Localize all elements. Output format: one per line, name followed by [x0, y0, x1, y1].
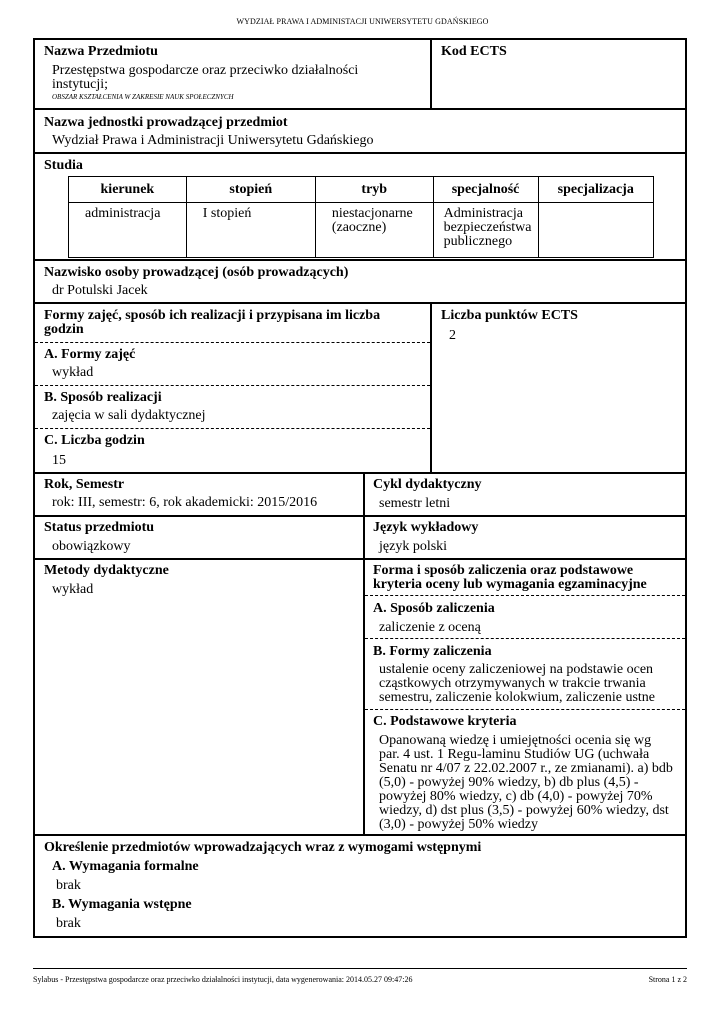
language-value: język polski — [379, 539, 448, 554]
course-name-value: Przestępstwa gospodarcze oraz przeciwko działalności — [52, 63, 359, 78]
status-value: obowiązkowy — [52, 539, 131, 554]
column-header: specjalizacja — [538, 177, 654, 203]
assessment-c-line: powyżej 80% wiedzy, c) db (4,0) - powyżej 70% — [379, 789, 653, 804]
assessment-b-line: cząstkowych otrzymywanych w trakcie trwania — [379, 676, 646, 691]
assessment-c-line: Opanowaną wiedzę i umiejętności ocenia się wg — [379, 733, 652, 748]
ects-points-value: 2 — [449, 328, 456, 343]
course-name-label: Nazwa Przedmiotu — [44, 44, 158, 59]
footer-text: Sylabus - Przestępstwa gospodarcze oraz przeciwko działalności instytucji, data wygenerowania: 2014.05.27 09:47:26 — [33, 975, 413, 984]
status-label: Status przedmiotu — [44, 520, 155, 535]
cell-line: bezpieczeństwa — [443, 220, 532, 235]
column-header: specjalność — [433, 177, 538, 203]
lecturer-value: dr Potulski Jacek — [52, 283, 148, 298]
assessment-a-value: zaliczenie z oceną — [379, 620, 481, 635]
lecturer-label: Nazwisko osoby prowadzącej (osób prowadzących) — [44, 265, 349, 280]
dashed-divider — [365, 709, 685, 710]
cell-kierunek: administracja — [69, 203, 187, 258]
assessment-c-line: par. 4 ust. 1 Regu-laminu Studiów UG (uchwała — [379, 747, 650, 762]
divider — [33, 302, 687, 304]
cell-stopien: I stopień — [186, 203, 315, 258]
unit-label: Nazwa jednostki prowadzącej przedmiot — [44, 115, 288, 130]
page-number: Strona 1 z 2 — [648, 975, 687, 984]
class-forms-label-cont: godzin — [44, 322, 84, 337]
prereq-a-value: brak — [56, 878, 81, 893]
studies-table — [68, 176, 654, 258]
assessment-c-line: (5,0) - powyżej 90% wiedzy, b) db plus (4,5) - — [379, 775, 639, 790]
divider — [33, 259, 687, 261]
divider — [430, 302, 432, 474]
course-area-note: OBSZAR KSZTAŁCENIA W ZAKRESIE NAUK SPOŁECZNYCH — [52, 93, 234, 101]
dashed-divider — [365, 595, 685, 596]
column-header: tryb — [315, 177, 433, 203]
divider — [363, 472, 365, 836]
assessment-b-line: semestru, zaliczenie kolokwium, zaliczenie ustne — [379, 690, 656, 705]
cell-line: Administracja — [443, 206, 523, 221]
dashed-divider — [35, 428, 430, 429]
document-header: WYDZIAŁ PRAWA I ADMINISTACJI UNIWERSYTETU GDAŃSKIEGO — [236, 17, 489, 26]
column-header: kierunek — [69, 177, 187, 203]
studies-label: Studia — [44, 158, 83, 173]
class-forms-label: Formy zajęć, sposób ich realizacji i przypisana im liczba — [44, 308, 381, 323]
forms-c-value: 15 — [52, 453, 66, 468]
forms-a-label: A. Formy zajęć — [44, 347, 136, 362]
table-row — [69, 203, 654, 258]
cell-line: niestacjonarne — [331, 206, 413, 221]
column-header: stopień — [186, 177, 315, 203]
cell-specjalnosc — [433, 203, 538, 258]
methods-value: wykład — [52, 582, 94, 597]
assessment-c-line: Senatu nr 4/07 z 22.02.2007 r., ze zmianami). a) bdb — [379, 761, 673, 776]
cycle-value: semestr letni — [379, 496, 451, 511]
ects-points-label: Liczba punktów ECTS — [441, 308, 578, 323]
divider — [33, 472, 687, 474]
unit-value: Wydział Prawa i Administracji Uniwersytetu Gdańskiego — [52, 133, 374, 148]
methods-label: Metody dydaktyczne — [44, 563, 169, 578]
assessment-label: Forma i sposób zaliczenia oraz podstawowe — [373, 563, 634, 578]
forms-b-label: B. Sposób realizacji — [44, 390, 162, 405]
cell-tryb — [315, 203, 433, 258]
assessment-a-label: A. Sposób zaliczenia — [373, 601, 495, 616]
course-name-value-cont: instytucji; — [52, 77, 108, 92]
ects-code-label: Kod ECTS — [441, 44, 507, 59]
cycle-label: Cykl dydaktyczny — [373, 477, 482, 492]
cell-specjalizacja — [538, 203, 654, 258]
dashed-divider — [35, 342, 430, 343]
forms-a-value: wykład — [52, 365, 94, 380]
forms-c-label: C. Liczba godzin — [44, 433, 145, 448]
assessment-b-line: ustalenie oceny zaliczeniowej na podstawie ocen — [379, 662, 654, 677]
table-header-row — [69, 177, 654, 203]
prerequisites-label: Określenie przedmiotów wprowadzających wraz z wymogami wstępnymi — [44, 840, 482, 855]
prereq-b-value: brak — [56, 916, 81, 931]
divider — [33, 834, 687, 836]
language-label: Język wykładowy — [373, 520, 479, 535]
assessment-c-label: C. Podstawowe kryteria — [373, 714, 517, 729]
prereq-b-label: B. Wymagania wstępne — [52, 897, 192, 912]
assessment-b-label: B. Formy zaliczenia — [373, 644, 492, 659]
divider — [33, 515, 687, 517]
divider — [33, 558, 687, 560]
cell-line: publicznego — [443, 234, 513, 249]
year-semester-value: rok: III, semestr: 6, rok akademicki: 2015/2016 — [52, 495, 318, 510]
divider — [33, 152, 687, 154]
year-semester-label: Rok, Semestr — [44, 477, 125, 492]
assessment-c-line: (3,0) - powyżej 50% wiedzy — [379, 817, 539, 832]
divider — [33, 108, 687, 110]
divider — [430, 38, 432, 110]
assessment-label-cont: kryteria oceny lub wymagania egzaminacyjne — [373, 577, 647, 592]
assessment-c-line: wiedzy, d) dst plus (3,5) - powyżej 60% wiedzy, dst — [379, 803, 669, 818]
forms-b-value: zajęcia w sali dydaktycznej — [52, 408, 206, 423]
dashed-divider — [35, 385, 430, 386]
footer-rule — [33, 968, 687, 969]
dashed-divider — [365, 638, 685, 639]
cell-line: (zaoczne) — [331, 220, 387, 235]
prereq-a-label: A. Wymagania formalne — [52, 859, 199, 874]
